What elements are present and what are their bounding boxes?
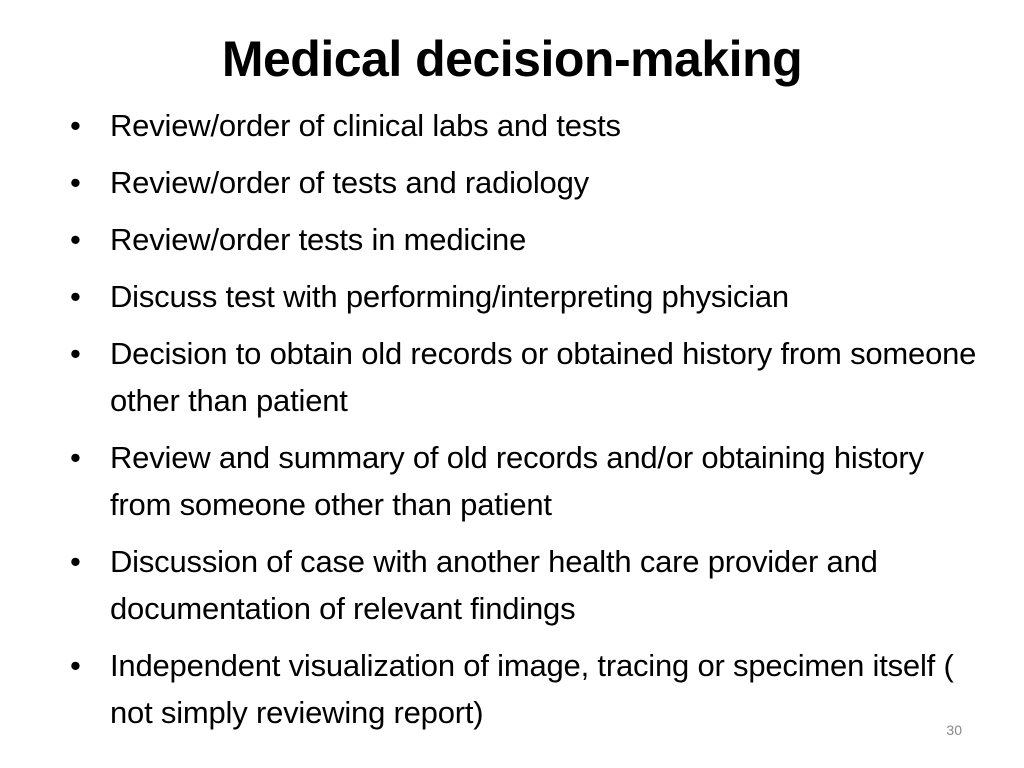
bullet-dot-icon: • (70, 440, 81, 475)
bullet-item (70, 330, 980, 424)
bullet-text: Discussion of case with another health care provider and documentation of relevant findings (110, 544, 878, 626)
bullet-dot-icon: • (70, 648, 81, 683)
bullet-item (70, 102, 980, 149)
bullet-dot-icon: • (70, 279, 81, 314)
bullet-item (70, 159, 980, 206)
page-number: 30 (946, 722, 962, 738)
bullet-text: Review and summary of old records and/or obtaining history from someone other than patient (110, 440, 924, 522)
bullet-text: Discuss test with performing/interpreting physician (110, 279, 789, 314)
bullet-text: Review/order tests in medicine (110, 222, 527, 257)
bullet-text: Review/order of tests and radiology (110, 165, 589, 200)
bullet-dot-icon: • (70, 336, 81, 371)
slide-title: Medical decision-making (221, 31, 803, 87)
bullet-text: Independent visualization of image, tracing or specimen itself ( not simply reviewing report) (110, 648, 954, 730)
bullet-dot-icon: • (70, 165, 81, 200)
bullet-dot-icon: • (70, 544, 81, 579)
bullet-dot-icon: • (70, 108, 81, 143)
bullet-list (70, 102, 980, 746)
bullet-text: Decision to obtain old records or obtained history from someone other than patient (110, 336, 977, 418)
bullet-item (70, 273, 980, 320)
bullet-item (70, 216, 980, 263)
bullet-item (70, 434, 980, 528)
bullet-item (70, 642, 980, 736)
bullet-item (70, 538, 980, 632)
bullet-text: Review/order of clinical labs and tests (110, 108, 621, 143)
bullet-dot-icon: • (70, 222, 81, 257)
